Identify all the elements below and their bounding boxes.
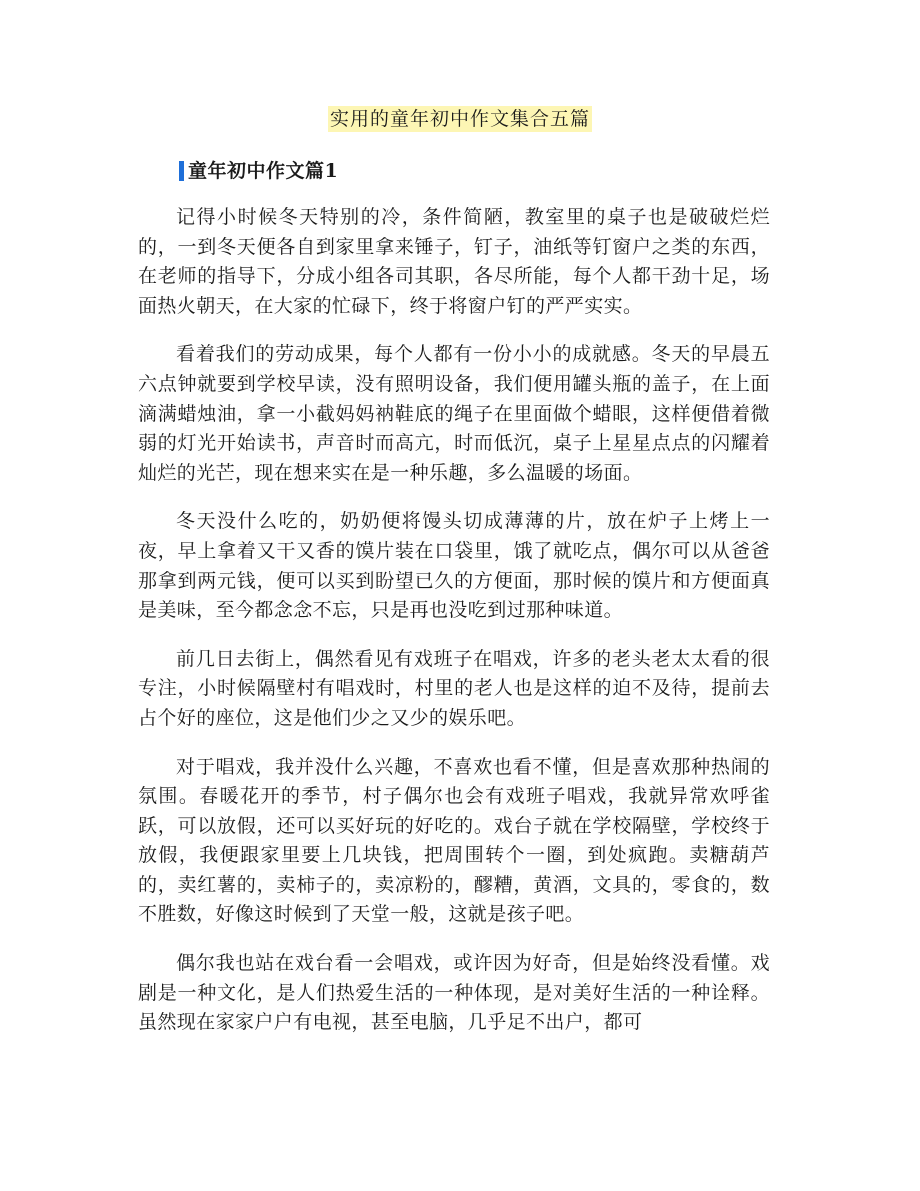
section-heading [179,156,338,186]
paragraph-2: 看着我们的劳动成果，每个人都有一份小小的成就感。冬天的早晨五六点钟就要到学校早读，没有照明设备，我们便用罐头瓶的盖子，在上面滴满蜡烛油，拿一小截妈妈衲鞋底的绳子在里面做个蜡眼，这样便借着微弱的灯光开始读书，声音时而高亢，时而低沉，桌子上星星点点的闪耀着灿烂的光芒，现在想来实在是一种乐趣，多么温暖的场面。 [138,343,770,484]
paragraph-6: 偶尔我也站在戏台看一会唱戏，或许因为好奇，但是始终没看懂。戏剧是一种文化，是人们热爱生活的一种体现，是对美好生活的一种诠释。虽然现在家家户户有电视，甚至电脑，几乎足不出户，都可 [138,952,770,1034]
paragraph-5: 对于唱戏，我并没什么兴趣，不喜欢也看不懂，但是喜欢那种热闹的氛围。春暖花开的季节，村子偶尔也会有戏班子唱戏，我就异常欢呼雀跃，可以放假，还可以买好玩的好吃的。戏台子就在学校隔壁，学校终于放假，我便跟家里要上几块钱，把周围转个一圈，到处疯跑。卖糖葫芦的，卖红薯的，卖柿子的，卖凉粉的，醪糟，黄酒，文具的，零食的，数不胜数，好像这时候到了天堂一般，这就是孩子吧。 [138,755,770,926]
document-title [0,104,920,134]
heading-marker-icon [179,161,184,181]
paragraph-3: 冬天没什么吃的，奶奶便将馒头切成薄薄的片，放在炉子上烤上一夜，早上拿着又干又香的馍片装在口袋里，饿了就吃点，偶尔可以从爸爸那拿到两元钱，便可以买到盼望已久的方便面，那时候的馍片和方便面真是美味，至今都念念不忘，只是再也没吃到过那种味道。 [138,510,770,622]
paragraph-1: 记得小时候冬天特别的冷，条件简陋，教室里的桌子也是破破烂烂的，一到冬天便各自到家里拿来锤子，钉子，油纸等钉窗户之类的东西，在老师的指导下，分成小组各司其职，各尽所能，每个人都干劲十足，场面热火朝天，在大家的忙碌下，终于将窗户钉的严严实实。 [138,206,770,317]
section-heading-text: 童年初中作文篇1 [188,160,339,182]
document-body [138,203,770,1057]
paragraph-4: 前几日去街上，偶然看见有戏班子在唱戏，许多的老头老太太看的很专注，小时候隔壁村有唱戏时，村里的老人也是这样的迫不及待，提前去占个好的座位，这是他们少之又少的娱乐吧。 [138,647,770,729]
document-title-text: 实用的童年初中作文集合五篇 [329,108,590,130]
